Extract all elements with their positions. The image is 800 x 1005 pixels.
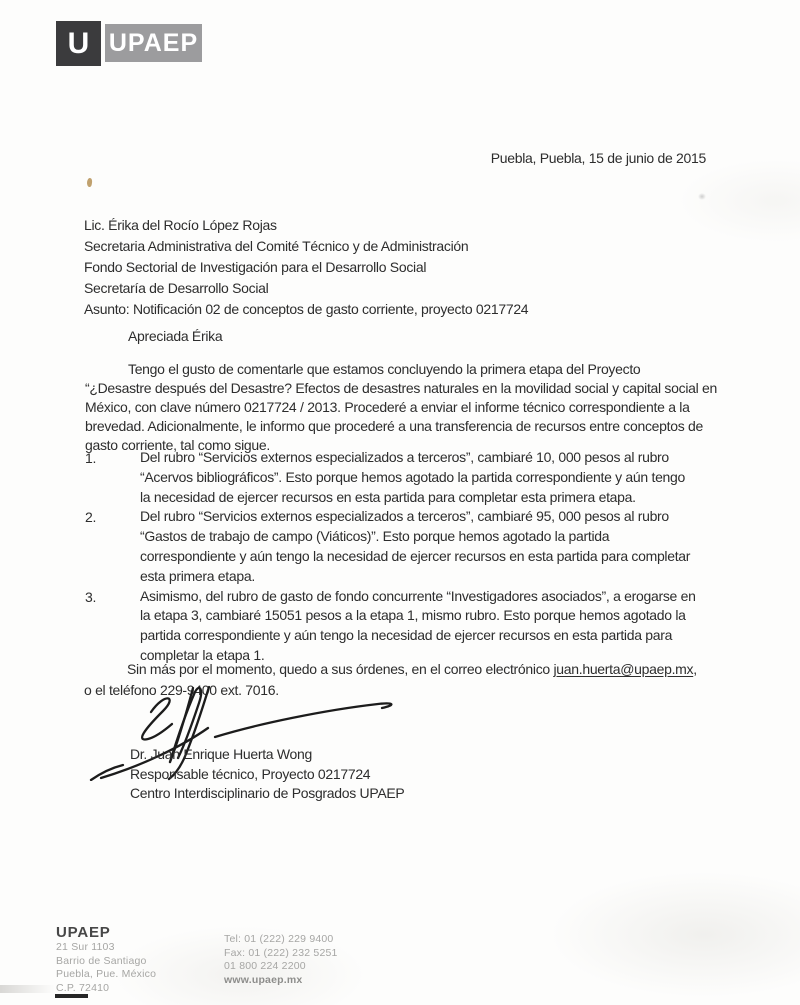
footer-address [56, 941, 156, 995]
footer-brand: UPAEP [56, 924, 111, 941]
recipient-title: Secretaria Administrativa del Comité Técnico y de Administración [84, 238, 469, 254]
list-item [85, 587, 696, 666]
signatory-org: Centro Interdisciplinario de Posgrados UPAEP [130, 785, 405, 801]
list-item-text [140, 448, 685, 507]
recipient-block [84, 215, 528, 320]
paragraph-line: brevedad. Adicionalmente, le informo que procederé a una transferencia de recursos entre conceptos de [85, 418, 703, 434]
scan-smudge [698, 193, 706, 200]
paragraph-line: “¿Desastre después del Desastre? Efectos de desastres naturales en la movilidad social y capital social en [85, 380, 717, 396]
footer-tollfree: 01 800 224 2200 [224, 960, 306, 972]
salutation: Apreciada Érika [128, 328, 223, 344]
list-line: esta primera etapa. [140, 567, 255, 584]
list-line: “Acervos bibliográficos”. Esto porque hemos agotado la partida correspondiente y aún tengo [140, 468, 686, 485]
upaep-logo [56, 21, 202, 66]
signatory-block [130, 745, 404, 804]
intro-paragraph [85, 360, 717, 455]
closing-comma: , [693, 661, 697, 677]
transfer-list [85, 448, 696, 666]
footer-phone: Tel: 01 (222) 229 9400 [224, 933, 334, 945]
footer-address-line: Puebla, Pue. México [56, 968, 157, 980]
list-line: la etapa 3, cambiaré 15051 pesos a la etapa 1, mismo rubro. Esto porque hemos agotado la [140, 607, 686, 624]
subject-line: Asunto: Notificación 02 de conceptos de gasto corriente, proyecto 0217724 [84, 301, 529, 317]
footer-contact [224, 933, 338, 987]
logo-wordmark-text: UPAEP [108, 28, 199, 57]
footer-address-line: C.P. 72410 [56, 981, 110, 994]
list-item-number: 3. [85, 588, 97, 605]
footer-website: www.upaep.mx [224, 973, 303, 986]
paragraph-line: gasto corriente, tal como sigue. [85, 437, 270, 453]
closing-line [84, 659, 697, 680]
closing-line: o el teléfono 229-9400 ext. 7016. [84, 682, 279, 698]
list-item-text [140, 587, 696, 666]
list-item-text [140, 507, 690, 586]
list-line: partida correspondiente y aún tengo la necesidad de ejercer recursos en esta partida para [140, 627, 673, 644]
recipient-secretariat: Secretaría de Desarrollo Social [84, 280, 269, 296]
list-line: Asimismo, del rubro de gasto de fondo concurrente “Investigadores asociados”, a erogarse en [140, 587, 696, 604]
footer-address-line: Barrio de Santiago [56, 954, 147, 967]
scan-speck [86, 178, 92, 188]
recipient-name: Lic. Érika del Rocío López Rojas [84, 217, 277, 233]
date-line: Puebla, Puebla, 15 de junio de 2015 [490, 150, 706, 166]
upaep-u-icon [56, 21, 101, 66]
footer-fax: Fax: 01 (222) 232 5251 [224, 946, 338, 959]
logo-u-letter: U [67, 26, 90, 60]
list-line: completar la etapa 1. [140, 646, 265, 663]
list-item-number: 2. [85, 509, 97, 526]
paragraph-line: México, con clave número 0217724 / 2013. Procederé a enviar el informe técnico correspondiente a la [85, 399, 690, 415]
scan-edge-smudge [0, 985, 55, 993]
upaep-wordmark [105, 24, 202, 62]
paragraph-line: Tengo el gusto de comentarle que estamos concluyendo la primera etapa del Proyecto [128, 361, 641, 377]
list-item-number: 1. [85, 450, 97, 466]
list-line: correspondiente y aún tengo la necesidad de ejercer recursos en esta partida para completar [140, 547, 691, 564]
list-line: Del rubro “Servicios externos especializados a terceros”, cambiaré 95, 000 pesos al rubro [140, 508, 669, 525]
email-address: juan.huerta@upaep.mx [553, 661, 694, 677]
list-line: “Gastos de trabajo de campo (Viáticos)”. Esto porque hemos agotado la partida [140, 528, 610, 545]
signatory-role: Responsable técnico, Proyecto 0217724 [130, 765, 371, 782]
list-item [85, 507, 696, 586]
list-item [85, 448, 696, 507]
footer-address-line: 21 Sur 1103 [56, 941, 115, 953]
closing-text: Sin más por el momento, quedo a sus órdenes, en el correo electrónico [127, 661, 554, 677]
footer-divider-bar [55, 994, 88, 998]
list-line: Del rubro “Servicios externos especializados a terceros”, cambiaré 10, 000 pesos al rubro [140, 449, 669, 465]
signatory-name: Dr. Juan Enrique Huerta Wong [130, 746, 313, 762]
recipient-org: Fondo Sectorial de Investigación para el Desarrollo Social [84, 259, 427, 275]
list-line: la necesidad de ejercer recursos en esta partida para completar esta primera etapa. [140, 488, 636, 505]
